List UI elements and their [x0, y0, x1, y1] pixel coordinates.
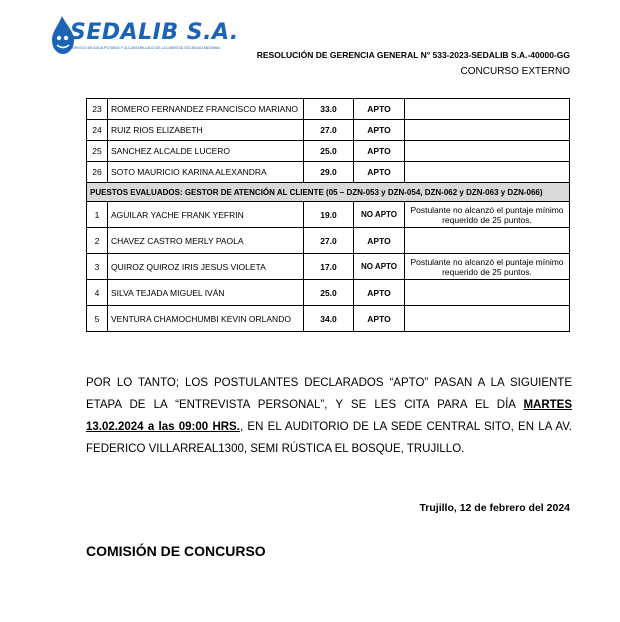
score-value: 29.0: [304, 162, 354, 183]
table-row: [87, 254, 570, 280]
score-value: 17.0: [304, 254, 354, 280]
row-number: 4: [87, 280, 108, 306]
table-row: [87, 228, 570, 254]
result-status: APTO: [354, 141, 405, 162]
observation-cell: [405, 120, 570, 141]
row-number: 23: [87, 99, 108, 120]
applicant-name: ROMERO FERNANDEZ FRANCISCO MARIANO: [108, 99, 304, 120]
table-row: [87, 162, 570, 183]
observation-cell: [405, 99, 570, 120]
applicant-name: SOTO MAURICIO KARINA ALEXANDRA: [108, 162, 304, 183]
result-status: APTO: [354, 228, 405, 254]
row-number: 25: [87, 141, 108, 162]
result-status: APTO: [354, 99, 405, 120]
section-title: PUESTOS EVALUADOS: GESTOR DE ATENCIÓN AL CLIENTE (05 – DZN-053 y DZN-054, DZN-062 y DZN-063 y DZN-066): [87, 183, 570, 202]
observation-cell: [405, 228, 570, 254]
table-row: [87, 280, 570, 306]
paragraph-part1: POR LO TANTO; LOS POSTULANTES DECLARADOS “APTO” PASAN A LA SIGUIENTE ETAPA DE LA “ENTREVISTA PERSONAL”, Y SE LES CITA PARA EL DÍA: [86, 377, 572, 411]
row-number: 1: [87, 202, 108, 228]
observation-cell: [405, 162, 570, 183]
score-value: 33.0: [304, 99, 354, 120]
table-row: [87, 202, 570, 228]
document-date: Trujillo, 12 de febrero del 2024: [419, 502, 570, 514]
result-status: APTO: [354, 162, 405, 183]
observation-cell: [405, 306, 570, 332]
applicant-name: QUIROZ QUIROZ IRIS JESUS VIOLETA: [108, 254, 304, 280]
row-number: 5: [87, 306, 108, 332]
result-status: APTO: [354, 120, 405, 141]
conclusion-paragraph: [86, 372, 572, 460]
paragraph-part2: , EN EL AUDITORIO DE LA SEDE CENTRAL SITO, EN LA AV. FEDERICO VILLARREAL1300, SEMI RÚSTICA EL BOSQUE, TRUJILLO.: [86, 421, 573, 455]
result-status: NO APTO: [354, 202, 405, 228]
score-value: 34.0: [304, 306, 354, 332]
observation-cell: Postulante no alcanzó el puntaje mínimo requerido de 25 puntos.: [405, 202, 570, 228]
score-value: 19.0: [304, 202, 354, 228]
row-number: 3: [87, 254, 108, 280]
applicant-name: SILVA TEJADA MIGUEL IVÁN: [108, 280, 304, 306]
row-number: 2: [87, 228, 108, 254]
interview-date-highlight: MARTES 13.02.2024 a las 09:00 HRS.: [86, 399, 572, 433]
result-status: NO APTO: [354, 254, 405, 280]
score-value: 25.0: [304, 141, 354, 162]
table-row: [87, 306, 570, 332]
applicant-name: VENTURA CHAMOCHUMBI KEVIN ORLANDO: [108, 306, 304, 332]
score-value: 27.0: [304, 228, 354, 254]
applicant-name: RUIZ RIOS ELIZABETH: [108, 120, 304, 141]
resolution-number: RESOLUCIÓN DE GERENCIA GENERAL N° 533-2023-SEDALIB S.A.-40000-GG: [256, 50, 570, 60]
applicant-name: AGUILAR YACHE FRANK YEFRIN: [108, 202, 304, 228]
row-number: 24: [87, 120, 108, 141]
logo-text: SEDALIB S.A.: [70, 20, 239, 45]
applicant-name: CHAVEZ CASTRO MERLY PAOLA: [108, 228, 304, 254]
table-row: [87, 141, 570, 162]
row-number: 26: [87, 162, 108, 183]
table-row: [87, 99, 570, 120]
results-table: [86, 98, 570, 332]
observation-cell: [405, 141, 570, 162]
contest-type: CONCURSO EXTERNO: [460, 66, 570, 77]
commission-title: COMISIÓN DE CONCURSO: [86, 543, 266, 559]
score-value: 27.0: [304, 120, 354, 141]
result-status: APTO: [354, 306, 405, 332]
section-header-row: [87, 183, 570, 202]
logo-subtext: SERVICIO DE AGUA POTABLE Y ALCANTARILLADO DE LA LIBERTAD SOCIEDAD ANÓNIMA: [70, 46, 220, 50]
observation-cell: [405, 280, 570, 306]
result-status: APTO: [354, 280, 405, 306]
table-row: [87, 120, 570, 141]
score-value: 25.0: [304, 280, 354, 306]
observation-cell: Postulante no alcanzó el puntaje mínimo requerido de 25 puntos.: [405, 254, 570, 280]
applicant-name: SANCHEZ ALCALDE LUCERO: [108, 141, 304, 162]
